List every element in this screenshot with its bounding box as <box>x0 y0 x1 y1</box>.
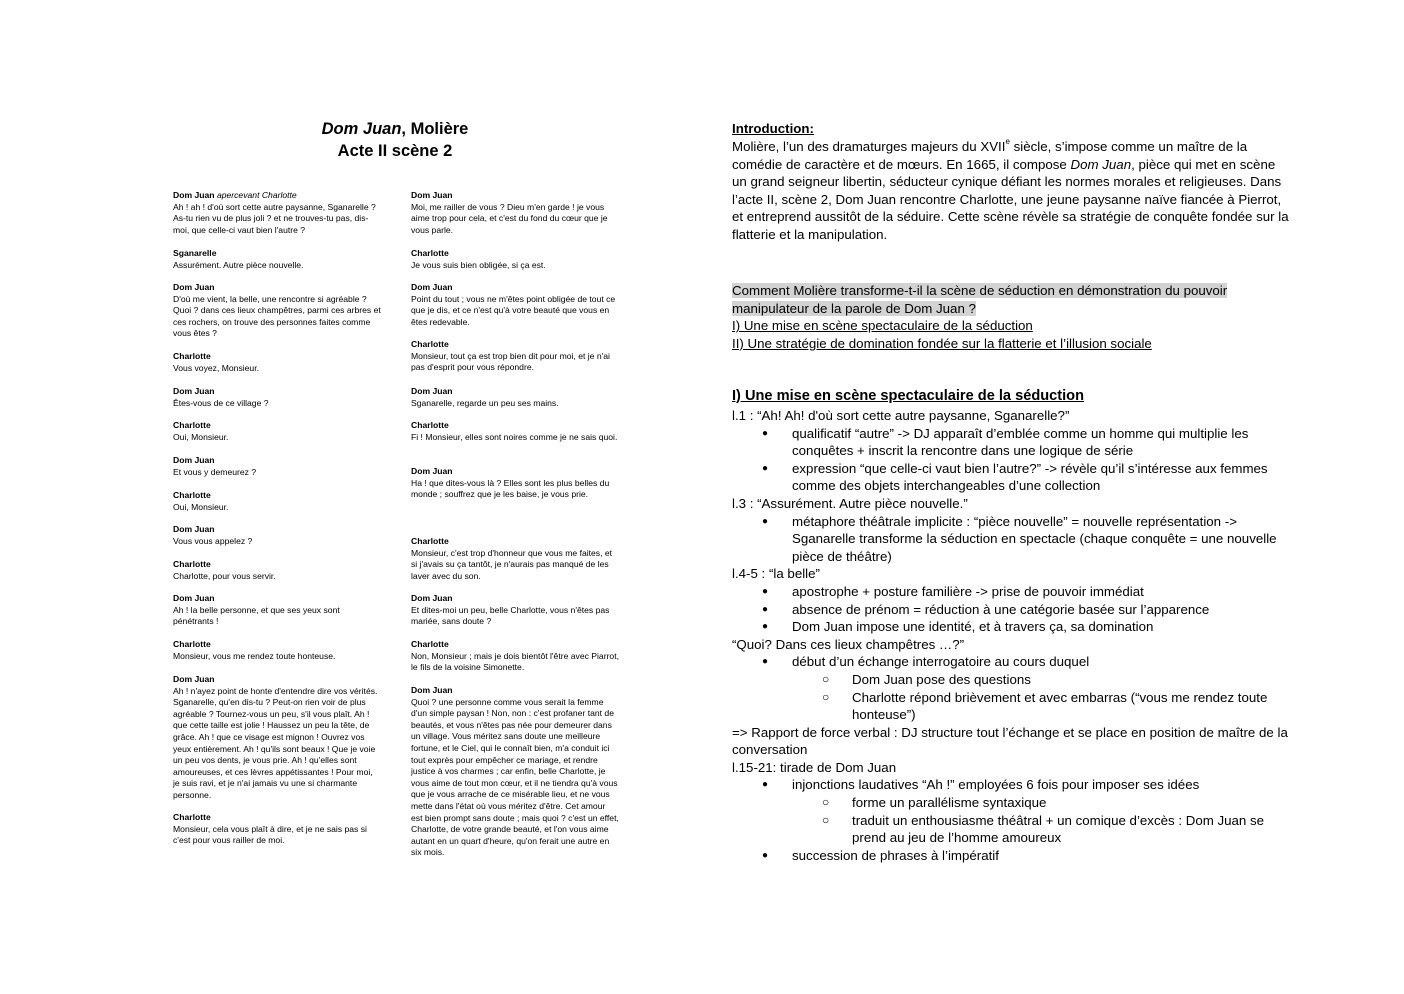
speaker-name: Charlotte <box>173 639 211 649</box>
dialogue-text: Ah ! n'ayez point de honte d'entendre dire vos vérités. Sganarelle, qu'en dis-tu ? Peut-on rien voir de plus agréable ? Tournez-vous un peu, s'il vous plaît. Ah ! que cette taille est jolie ! Haussez un peu la tête, de grâce. Ah ! que ce visage est mignon ! Ouvrez vos yeux entièrement. Ah ! qu'ils sont beaux ! Que je voie un peu vos dents, je vous prie. Ah ! qu'elles sont amoureuses, et ces lèvres appétissantes ! Pour moi, je suis ravi, et je n'ai jamais vu une si charmante personne. <box>173 685 378 800</box>
analysis-bullet: ● succession de phrases à l’impératif <box>732 847 1292 865</box>
analysis-sub-bullet: ○ Dom Juan pose des questions <box>732 671 1292 689</box>
plan-item-2: II) Une stratégie de domination fondée sur la flatterie et l’illusion sociale <box>732 335 1152 351</box>
commentary-page <box>702 0 1404 994</box>
speaker-name: Dom Juan <box>411 190 453 200</box>
dialogue-block <box>411 420 619 443</box>
speaker-name: Dom Juan <box>173 455 215 465</box>
speaker-name: Charlotte <box>411 339 449 349</box>
dialogue-block <box>173 351 381 374</box>
intro-play-title: Dom Juan <box>1070 156 1132 172</box>
dialogue-block <box>411 685 619 859</box>
dialogue-text: Ah ! ah ! d'où sort cette autre paysanne, Sganarelle ? As-tu rien vu de plus joli ? et ne trouves-tu pas, dis-moi, que celle-ci vaut bien l'autre ? <box>173 201 376 235</box>
dialogue-block <box>411 282 619 328</box>
analysis-bullet: ● expression “que celle-ci vaut bien l’autre?” -> révèle qu’il s’intéresse aux femmes comme des objets interchangeables d’une collection <box>732 460 1292 495</box>
dialogue-text: Ha ! que dites-vous là ? Elles sont les plus belles du monde ; souffrez que je les baise, je vous prie. <box>411 477 610 500</box>
dialogue-text: Assurément. Autre pièce nouvelle. <box>173 259 304 270</box>
dialogue-block <box>173 248 381 271</box>
dialogue-block <box>173 674 381 802</box>
dialogue-block <box>173 455 381 478</box>
speaker-line <box>411 593 619 605</box>
dialogue-text: Oui, Monsieur. <box>173 431 229 442</box>
intro-part-1: Molière, l’un des dramaturges majeurs du XVII <box>732 139 1006 154</box>
speaker-name: Charlotte <box>411 536 449 546</box>
dialogue-block <box>173 639 381 662</box>
speaker-name: Dom Juan <box>411 593 453 603</box>
speaker-name: Dom Juan <box>411 466 453 476</box>
dialogue-text: D'où me vient, la belle, une rencontre si agréable ? Quoi ? dans ces lieux champêtres, parmi ces arbres et ces rochers, on trouve des personnes faites comme vous êtes ? <box>173 293 381 339</box>
dialogue-text: Monsieur, tout ça est trop bien dit pour moi, et je n'ai pas d'esprit pour vous répondre. <box>411 350 610 373</box>
speaker-line <box>173 639 381 651</box>
analysis-bullet: ● début d’un échange interrogatoire au cours duquel <box>732 653 1292 671</box>
speaker-line <box>411 420 619 432</box>
dialogue-text: Et dites-moi un peu, belle Charlotte, vous n'êtes pas mariée, sans doute ? <box>411 604 610 627</box>
speaker-line <box>411 339 619 351</box>
intro-part-2: siècle, s’impose comme un maître de la comédie de caractère et de mœurs. En 1665, il compose <box>732 139 1248 172</box>
analysis-quote-line: => Rapport de force verbal : DJ structure tout l’échange et se place en position de maître de la conversation <box>732 724 1288 758</box>
dialogue-block <box>411 536 619 582</box>
dialogue-text: Moi, me railler de vous ? Dieu m'en garde ! je vous aime trop pour cela, et c'est du fond du cœur que je vous parle. <box>411 201 608 235</box>
speaker-name: Charlotte <box>411 248 449 258</box>
dialogue-block <box>173 490 381 513</box>
dialogue-text: Monsieur, c'est trop d'honneur que vous me faites, et si j'avais su ça tantôt, je n'aurais pas manqué de les laver avec du son. <box>411 547 613 581</box>
speaker-line <box>173 351 381 363</box>
analysis-sub-bullet: ○ traduit un enthousiasme théâtral + un comique d’excès : Dom Juan se prend au jeu de l’homme amoureux <box>732 812 1292 847</box>
dialogue-text: Fi ! Monsieur, elles sont noires comme je ne sais quoi. <box>411 431 618 442</box>
speaker-line <box>173 812 381 824</box>
speaker-line <box>411 536 619 548</box>
speaker-name: Charlotte <box>411 639 449 649</box>
speaker-name: Dom Juan <box>173 386 215 396</box>
dialogue-block <box>173 420 381 443</box>
speaker-name: Charlotte <box>173 490 211 500</box>
speaker-name: Dom Juan <box>173 674 215 684</box>
speaker-line <box>173 524 381 536</box>
speaker-name: Charlotte <box>173 351 211 361</box>
analysis-bullet: ● qualificatif “autre” -> DJ apparaît d’emblée comme un homme qui multiplie les conquêtes + inscrit la rencontre dans une logique de série <box>732 425 1292 460</box>
dialogue-text: Charlotte, pour vous servir. <box>173 570 276 581</box>
speaker-name: Sganarelle <box>173 248 217 258</box>
analysis-quote-line: l.4-5 : “la belle” <box>732 566 820 582</box>
problematic-question: Comment Molière transforme-t-il la scène de séduction en démonstration du pouvoir manipulateur de la parole de Dom Juan ? <box>732 283 1228 316</box>
plan-item-1: I) Une mise en scène spectaculaire de la séduction <box>732 318 1033 334</box>
analysis-sub-bullet: ○ forme un parallélisme syntaxique <box>732 794 1292 812</box>
dialogue-text: Point du tout ; vous ne m'êtes point obligée de tout ce que je dis, et ce n'est qu'à votre beauté que vous en êtes redevable. <box>411 293 616 327</box>
dialogue-text: Quoi ? une personne comme vous serait la femme d'un simple paysan ! Non, non : c'est profaner tant de beautés, et vous n'êtes pas née pour demeurer dans un village. Vous méritez sans doute une meilleure fortune, et le Ciel, qui le connaît bien, m'a conduit ici tout exprès pour empêcher ce mariage, et rendre justice à vos charmes ; car enfin, belle Charlotte, je vous aime de tout mon cœur, et il ne tiendra qu'à vous que je vous arrache de ce misérable lieu, et ne vous mette dans l'état où vous méritez d'être. Cet amour est bien prompt sans doute ; mais quoi ? c'est un effet, Charlotte, de votre grande beauté, et l'on vous aime autant en un quart d'heure, qu'on ferait une autre en six mois. <box>411 696 619 858</box>
speaker-line <box>173 420 381 432</box>
speaker-name: Charlotte <box>173 559 211 569</box>
speaker-name: Dom Juan <box>173 593 215 603</box>
dialogue-block <box>411 466 619 501</box>
analysis-quote-line: “Quoi? Dans ces lieux champêtres …?” <box>732 636 965 652</box>
analysis-bullet: ● absence de prénom = réduction à une catégorie basée sur l’apparence <box>732 601 1292 619</box>
speaker-line <box>411 190 619 202</box>
play-title-author: , Molière <box>401 120 469 138</box>
analysis-list <box>732 407 1292 864</box>
analysis-sub-bullet: ○ Charlotte répond brièvement et avec embarras (“vous me rendez toute honteuse”) <box>732 689 1292 724</box>
play-title <box>172 118 618 162</box>
dialogue-block <box>173 190 381 236</box>
analysis-bullet: ● apostrophe + posture familière -> prise de pouvoir immédiat <box>732 583 1292 601</box>
speaker-name: Dom Juan <box>411 282 453 292</box>
speaker-name: Dom Juan <box>173 190 215 200</box>
dialogue-block <box>173 524 381 547</box>
play-subtitle: Acte II scène 2 <box>337 142 453 160</box>
dialogue-block <box>173 593 381 628</box>
play-title-italic: Dom Juan <box>321 120 402 138</box>
speaker-line <box>411 466 619 478</box>
dialogue-text: Oui, Monsieur. <box>173 501 229 512</box>
dialogue-block <box>173 282 381 340</box>
intro-superscript: e <box>1005 137 1010 146</box>
analysis-bullet: ● métaphore théâtrale implicite : “pièce nouvelle” = nouvelle représentation -> Sganarelle transforme la séduction en spectacle (chaque conquête = une nouvelle pièce de théâtre) <box>732 513 1292 566</box>
speaker-name: Charlotte <box>173 420 211 430</box>
speaker-line <box>173 282 381 294</box>
speaker-line <box>411 386 619 398</box>
dialogue-block <box>411 639 619 674</box>
dialogue-block <box>411 190 619 236</box>
speaker-line <box>173 248 381 260</box>
speaker-name: Dom Juan <box>411 685 453 695</box>
speaker-line <box>411 248 619 260</box>
dialogue-text: Ah ! la belle personne, et que ses yeux sont pénétrants ! <box>173 604 340 627</box>
analysis-quote-line: l.3 : “Assurément. Autre pièce nouvelle.” <box>732 495 968 511</box>
dialogue-block <box>173 559 381 582</box>
dialogue-text: Vous voyez, Monsieur. <box>173 362 259 373</box>
intro-part-3: , pièce qui met en scène un grand seigneur libertin, séducteur cynique défiant les normes morales et religieuses. Dans l’acte II, scène 2, Dom Juan rencontre Charlotte, une jeune paysanne naïve fiancée à Pierrot, et entreprend aussitôt de la séduire. Cette scène révèle sa stratégie de conquête fondée sur la flatterie et la manipulation. <box>732 156 1289 242</box>
speaker-line <box>173 386 381 398</box>
dialogue-block <box>411 386 619 409</box>
speaker-line <box>173 190 381 202</box>
speaker-name: Dom Juan <box>411 386 453 396</box>
speaker-line <box>411 639 619 651</box>
dialogue-text: Vous vous appelez ? <box>173 535 253 546</box>
dialogue-block <box>173 812 381 847</box>
intro-paragraph <box>732 138 1292 244</box>
analysis-bullet: ● injonctions laudatives “Ah !” employées 6 fois pour imposer ses idées <box>732 776 1292 794</box>
speaker-line <box>173 674 381 686</box>
speaker-line <box>173 559 381 571</box>
dialogue-text: Monsieur, cela vous plaît à dire, et je ne sais pas si c'est pour vous railler de moi. <box>173 823 367 846</box>
speaker-name: Charlotte <box>411 420 449 430</box>
dialogue-block <box>411 593 619 628</box>
problematic-block <box>732 282 1292 352</box>
speaker-name: Dom Juan <box>173 282 215 292</box>
dialogue-text: Sganarelle, regarde un peu ses mains. <box>411 397 559 408</box>
stage-direction: apercevant Charlotte <box>216 190 297 200</box>
dialogue-text: Non, Monsieur ; mais je dois bientôt l'être avec Piarrot, le fils de la voisine Simonette. <box>411 650 619 673</box>
dialogue-block <box>411 248 619 271</box>
speaker-line <box>411 282 619 294</box>
speaker-line <box>173 455 381 467</box>
analysis-quote-line: l.15-21: tirade de Dom Juan <box>732 759 897 775</box>
dialogue-text: Monsieur, vous me rendez toute honteuse. <box>173 650 336 661</box>
speaker-line <box>173 490 381 502</box>
dialogue-text: Et vous y demeurez ? <box>173 466 257 477</box>
section-heading: I) Une mise en scène spectaculaire de la séduction <box>732 388 1085 404</box>
speaker-name: Dom Juan <box>173 524 215 534</box>
analysis-bullet: ● Dom Juan impose une identité, et à travers ça, sa domination <box>732 618 1292 636</box>
speaker-line <box>173 593 381 605</box>
intro-heading: Introduction: <box>732 121 814 136</box>
analysis-quote-line: l.1 : “Ah! Ah! d'où sort cette autre paysanne, Sganarelle?” <box>732 408 1070 423</box>
speaker-line <box>411 685 619 697</box>
dialogue-text: Êtes-vous de ce village ? <box>173 397 269 408</box>
dialogue-text: Je vous suis bien obligée, si ça est. <box>411 259 546 270</box>
speaker-name: Charlotte <box>173 812 211 822</box>
dialogue-block <box>411 339 619 374</box>
dialogue-block <box>173 386 381 409</box>
